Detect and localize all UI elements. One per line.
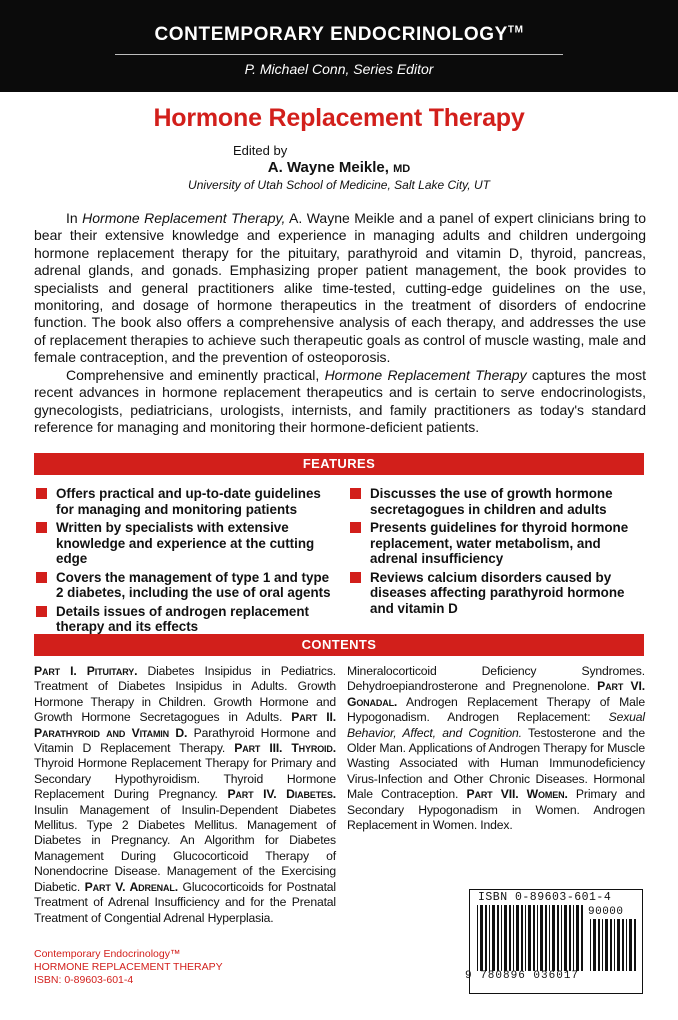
barcode-bar	[533, 905, 535, 971]
part-label: Part V. Adrenal.	[84, 879, 178, 894]
feature-item: Discusses the use of growth hormone secretagogues in children and adults	[350, 486, 646, 517]
bullet-square-icon	[350, 572, 361, 583]
barcode-bar	[477, 905, 478, 971]
barcode-bar	[610, 919, 612, 971]
barcode-bar	[537, 905, 538, 971]
features-list-right	[350, 486, 646, 619]
part-label: Part VII. Women.	[466, 787, 568, 802]
part-label: Part I. Pituitary.	[34, 664, 138, 678]
editor-name-text: A. Wayne Meikle,	[267, 159, 389, 176]
banner-divider	[115, 54, 563, 55]
bullet-square-icon	[36, 488, 47, 499]
barcode-bar	[581, 905, 583, 971]
barcode-isbn-label: ISBN 0-89603-601-4	[478, 891, 612, 904]
barcode-bar	[576, 905, 579, 971]
book-title: Hormone Replacement Therapy	[153, 104, 525, 132]
barcode-bar	[573, 905, 574, 971]
book-title-inline: Hormone Replacement Therapy,	[82, 210, 286, 226]
barcode-bar	[564, 905, 567, 971]
barcode-bar	[622, 919, 624, 971]
editor-degree: MD	[393, 163, 411, 175]
barcode-bar	[552, 905, 555, 971]
barcode-bar	[549, 905, 550, 971]
barcode-bar	[561, 905, 562, 971]
contents-heading: CONTENTS	[34, 634, 644, 656]
series-title	[0, 24, 678, 46]
feature-item: Written by specialists with extensive knowledge and experience at the cutting edge	[36, 520, 338, 567]
barcode-bar	[634, 919, 636, 971]
barcode-bar	[545, 905, 547, 971]
trademark-mark: TM	[507, 24, 524, 36]
footer-series: Contemporary Endocrinology™	[34, 948, 181, 960]
chapter-italic: Sexual Behavior, Affect, and Cognition.	[347, 710, 645, 740]
bullet-square-icon	[350, 522, 361, 533]
barcode-bar	[504, 905, 507, 971]
barcode-bar	[602, 919, 603, 971]
barcode-bar	[489, 905, 490, 971]
contents-column-right: Mineralocorticoid Deficiency Syndromes. Dehydroepiandrosterone and Pregnenolone. Part VI. Gonadal. Androgen Replacement Therapy of Male Hypogonadism. Androgen Replacement: Sexual Behavior, Affect, and Cognition. Testosterone and the Older Man. Applications of Androgen Therapy for Muscle Wasting Associated with Human Immunodeficiency Virus-Infection and Other Chronic Diseases. Hormonal Male Contraception. Part VII. Women. Primary and Secondary Hypogonadism in Women. Androgen Replacement in Women. Index.	[347, 664, 646, 833]
barcode-bar	[540, 905, 543, 971]
part-label: Part VI. Gonadal.	[347, 679, 645, 709]
series-editor: P. Michael Conn, Series Editor	[244, 61, 434, 77]
feature-item: Reviews calcium disorders caused by diseases affecting parathyroid hormone and vitamin D	[350, 570, 646, 617]
barcode-bar	[509, 905, 511, 971]
barcode-bar	[629, 919, 632, 971]
edited-by-label: Edited by	[233, 143, 288, 158]
barcode-bar	[492, 905, 495, 971]
description-paragraph-2: Comprehensive and eminently practical, Hormone Replacement Therapy captures the most recent advances in hormone replacement therapeutics and is certain to serve endocrinologists, gynecologists, pediatricians, urologists, internists, and family practitioners as today's standard reference for managing and monitoring their hormone-deficient patients.	[34, 367, 646, 436]
bullet-square-icon	[350, 488, 361, 499]
barcode-bar	[557, 905, 559, 971]
part-label: Part IV. Diabetes.	[227, 787, 336, 802]
editor-affiliation: University of Utah School of Medicine, Salt Lake City, UT	[188, 178, 490, 192]
feature-item: Presents guidelines for thyroid hormone replacement, water metabolism, and adrenal insufficiency	[350, 520, 646, 567]
barcode-bar	[593, 919, 596, 971]
barcode-bar	[614, 919, 615, 971]
footer-info	[34, 948, 223, 987]
barcode-bar	[480, 905, 483, 971]
barcode-bar	[485, 905, 487, 971]
barcode-bar	[501, 905, 502, 971]
barcode-bar	[617, 919, 620, 971]
barcode-bar	[521, 905, 523, 971]
barcode-bar	[605, 919, 608, 971]
feature-item: Details issues of androgen replacement therapy and its effects	[36, 604, 338, 635]
features-heading: FEATURES	[34, 453, 644, 475]
barcode-bar	[513, 905, 514, 971]
barcode-bar	[569, 905, 571, 971]
bullet-square-icon	[36, 522, 47, 533]
barcode-price-code: 90000	[588, 906, 624, 918]
barcode-bar	[626, 919, 627, 971]
barcode-bar	[598, 919, 600, 971]
feature-item: Covers the management of type 1 and type 2 diabetes, including the use of oral agents	[36, 570, 338, 601]
series-banner	[0, 0, 678, 92]
footer-title: HORMONE REPLACEMENT THERAPY	[34, 961, 223, 973]
editor-name	[0, 159, 678, 176]
description-paragraph-1: In Hormone Replacement Therapy, A. Wayne Meikle and a panel of expert clinicians bring to bear their extensive knowledge and experience in managing adults and children undergoing hormone replacement therapy for the pituitary, parathyroid and vitamin D, thyroid, pancreas, adrenal glands, and gonads. Emphasizing proper patient management, the book provides to specialists and general practitioners alike time-tested, cutting-edge guidelines on the use, monitoring, and dosage of hormone therapeutics in the treatment of disorders of endocrine function. The book also offers a comprehensive analysis of each therapy, and addresses the use of replacement therapies to achieve such therapeutic goals as control of muscle wasting, male and female contraception, and the prevention of osteoporosis.	[34, 210, 646, 366]
feature-item: Offers practical and up-to-date guidelines for managing and monitoring patients	[36, 486, 338, 517]
barcode-ean-digits: 9 780896 036017	[465, 970, 580, 982]
features-list-left	[36, 486, 338, 638]
part-label: Part III. Thyroid.	[234, 741, 336, 756]
barcode-bar	[528, 905, 531, 971]
series-title-text: CONTEMPORARY ENDOCRINOLOGY	[154, 24, 508, 45]
part-label: Part II. Parathyroid and Vitamin D.	[34, 710, 336, 740]
book-title-inline: Hormone Replacement Therapy	[324, 367, 527, 383]
barcode-bar	[497, 905, 499, 971]
barcode-bar	[516, 905, 519, 971]
bullet-square-icon	[36, 606, 47, 617]
contents-column-left: Part I. Pituitary. Diabetes Insipidus in Pediatrics. Treatment of Diabetes Insipidus in Adults. Growth Hormone Therapy in Children. Growth Hormone and Growth Hormone Secretagogues in Adults. Part II. Parathyroid and Vitamin D. Parathyroid Hormone and Vitamin D Replacement Therapy. Part III. Thyroid. Thyroid Hormone Replacement Therapy for Primary and Secondary Hypothyroidism. Thyroid Hormone Replacement During Pregnancy. Part IV. Diabetes. Insulin Management of Insulin-Dependent Diabetes Mellitus. Type 2 Diabetes Mellitus. Management of Diabetes in Pregnancy. An Algorithm for Diabetes Management During Glucocorticoid Therapy of Nonendocrine Disease. Management of the Exercising Diabetic. Part V. Adrenal. Glucocorticoids for Postnatal Treatment of Adrenal Insufficiency and for the Prenatal Treatment of Congential Adrenal Hyperplasia.	[34, 664, 336, 925]
barcode-bar	[590, 919, 591, 971]
barcode-bar	[525, 905, 526, 971]
bullet-square-icon	[36, 572, 47, 583]
footer-isbn: ISBN: 0-89603-601-4	[34, 974, 134, 986]
